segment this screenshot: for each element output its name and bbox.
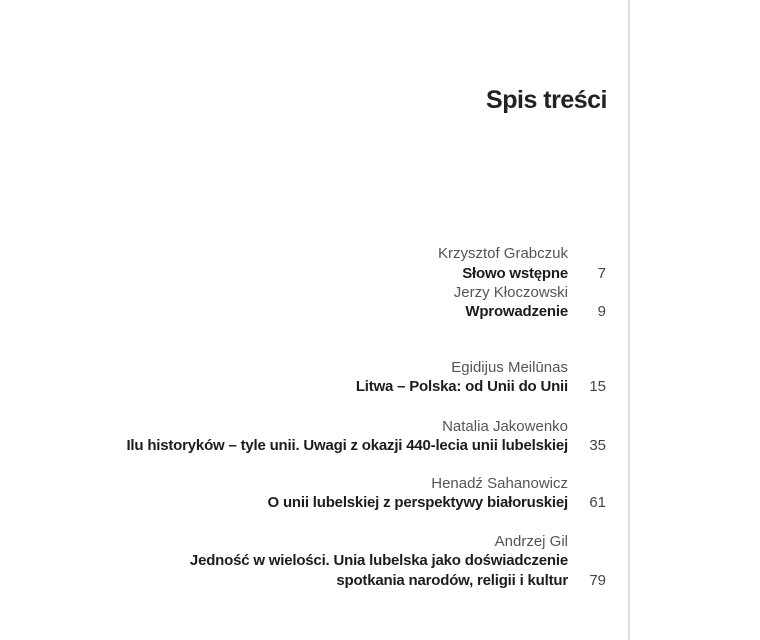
toc-entry[interactable] bbox=[100, 494, 610, 516]
page-edge-divider bbox=[628, 0, 630, 640]
toc-author: Andrzej Gil bbox=[494, 533, 568, 550]
toc-page-number: 79 bbox=[589, 572, 606, 589]
toc-entry-title[interactable]: Wprowadzenie bbox=[465, 303, 568, 320]
toc-page-number: 35 bbox=[589, 437, 606, 454]
page-title: Spis treści bbox=[486, 86, 607, 114]
toc-entry-title[interactable]: O unii lubelskiej z perspektywy białoruskiej bbox=[267, 494, 568, 511]
toc-entry[interactable] bbox=[100, 437, 610, 459]
toc-entry-title[interactable]: Ilu historyków – tyle unii. Uwagi z okazji 440-lecia unii lubelskiej bbox=[126, 437, 568, 454]
toc-author-row bbox=[100, 245, 610, 267]
toc-author: Natalia Jakowenko bbox=[442, 418, 568, 435]
toc-page-number: 61 bbox=[589, 494, 606, 511]
toc-entry-title[interactable]: Jedność w wielości. Unia lubelska jako doświadczenie bbox=[189, 552, 568, 569]
toc-entry[interactable] bbox=[100, 572, 610, 594]
toc-entry-line[interactable] bbox=[100, 552, 610, 574]
toc-entry[interactable] bbox=[100, 378, 610, 400]
toc-page-number: 9 bbox=[597, 303, 606, 320]
toc-entry-title-continued[interactable]: spotkania narodów, religii i kultur bbox=[336, 572, 568, 589]
toc-author: Egidijus Meilūnas bbox=[451, 359, 568, 376]
toc-author: Henadź Sahanowicz bbox=[431, 475, 568, 492]
toc-author: Krzysztof Grabczuk bbox=[437, 245, 568, 262]
toc-entry-title[interactable]: Litwa – Polska: od Unii do Unii bbox=[355, 378, 568, 395]
toc-page-number: 15 bbox=[589, 378, 606, 395]
toc-author: Jerzy Kłoczowski bbox=[453, 284, 568, 301]
toc-page-number: 7 bbox=[597, 265, 606, 282]
toc-entry[interactable] bbox=[100, 303, 610, 325]
toc-entry-title[interactable]: Słowo wstępne bbox=[462, 265, 568, 282]
